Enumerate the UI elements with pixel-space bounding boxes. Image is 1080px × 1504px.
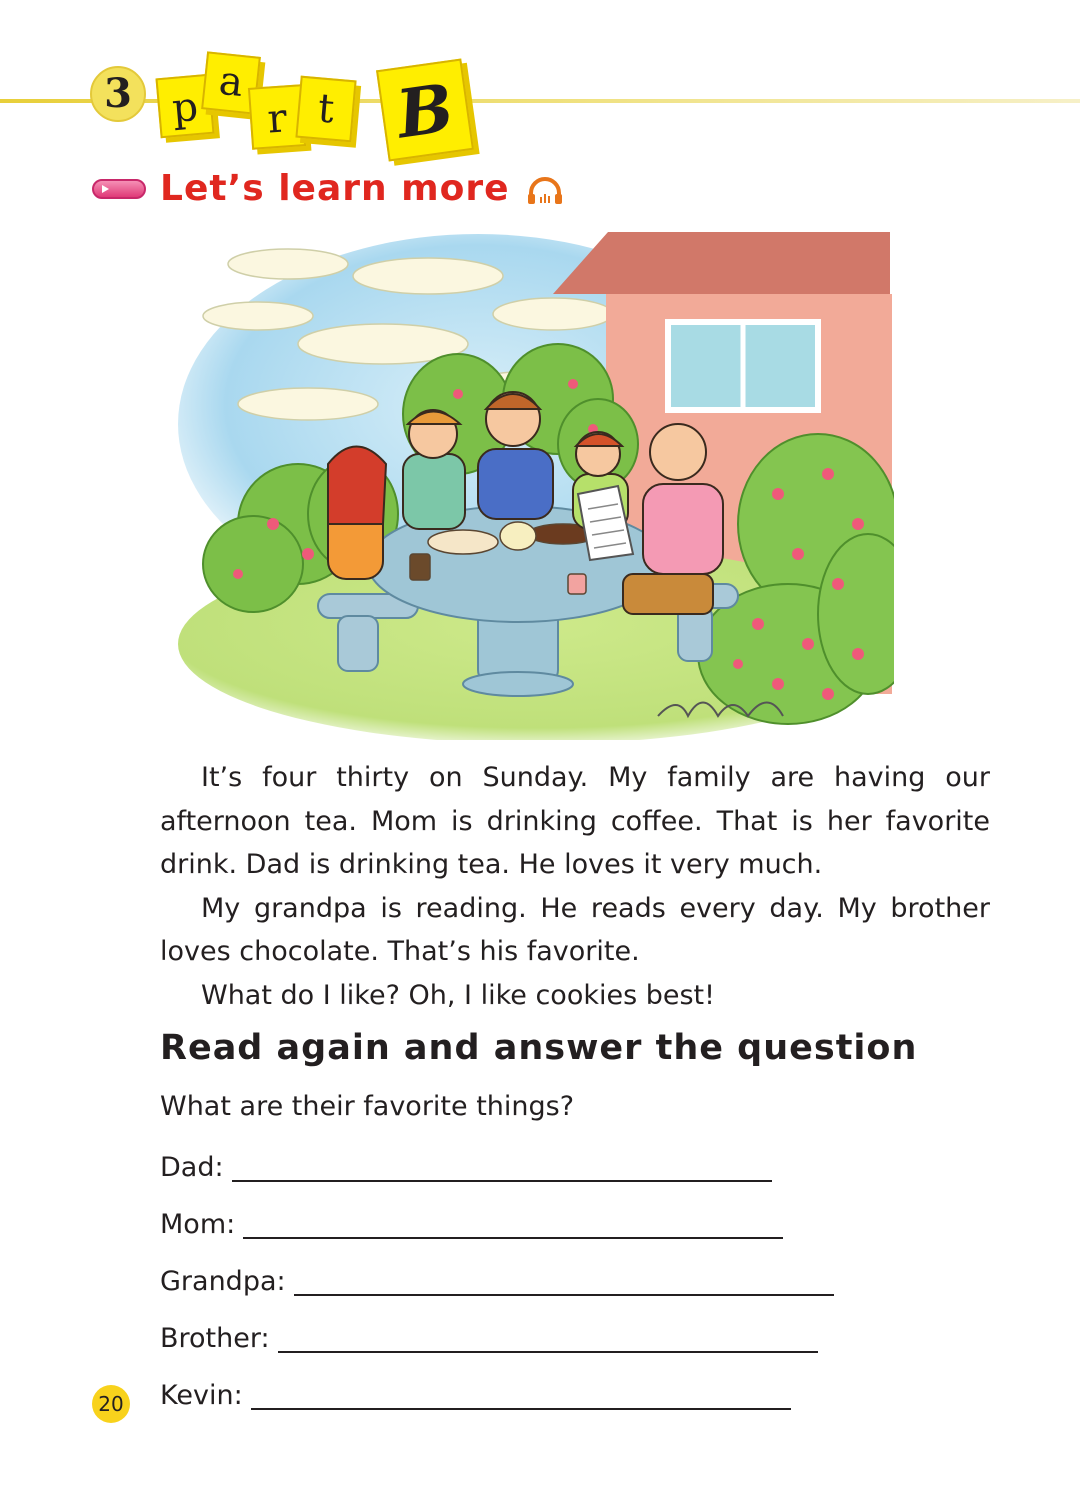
answer-blank[interactable] (294, 1264, 834, 1296)
answer-blank[interactable] (243, 1207, 783, 1239)
exercise-title: Read again and answer the question (160, 1028, 918, 1068)
answer-blank[interactable] (278, 1321, 818, 1353)
answer-blank[interactable] (232, 1150, 772, 1182)
answer-label: Dad: (160, 1152, 224, 1183)
play-pill-icon (92, 179, 146, 199)
part-letter-cube: t (295, 76, 356, 143)
unit-number-badge: 3 (90, 66, 146, 122)
section-title: Let’s learn more (160, 168, 510, 209)
family-tea-illustration (178, 224, 894, 740)
answer-row-brother (160, 1321, 818, 1361)
passage-paragraph: My grandpa is reading. He reads every day. My brother loves chocolate. That’s his favorite. (160, 892, 990, 967)
answer-label: Brother: (160, 1323, 270, 1354)
part-label-cube: B (376, 58, 474, 161)
part-letter-cube: p (155, 74, 214, 138)
answer-row-dad (160, 1150, 772, 1190)
answer-row-mom (160, 1207, 783, 1247)
page-number: 20 (92, 1385, 130, 1423)
answer-label: Mom: (160, 1209, 236, 1240)
headphone-icon[interactable] (526, 176, 564, 206)
part-letter-cube: r (248, 84, 306, 150)
answer-row-kevin (160, 1378, 791, 1418)
answer-row-grandpa (160, 1264, 834, 1304)
part-letter-cube: a (201, 51, 261, 114)
answer-blank[interactable] (251, 1378, 791, 1410)
exercise-prompt: What are their favorite things? (160, 1091, 575, 1122)
answer-label: Kevin: (160, 1380, 243, 1411)
answer-label: Grandpa: (160, 1266, 286, 1297)
passage-paragraph: What do I like? Oh, I like cookies best! (201, 979, 715, 1011)
reading-passage (160, 756, 990, 1017)
passage-paragraph: It’s four thirty on Sunday. My family are having our afternoon tea. Mom is drinking coffee. That is her favorite drink. Dad is drinking tea. He loves it very much. (160, 762, 990, 880)
